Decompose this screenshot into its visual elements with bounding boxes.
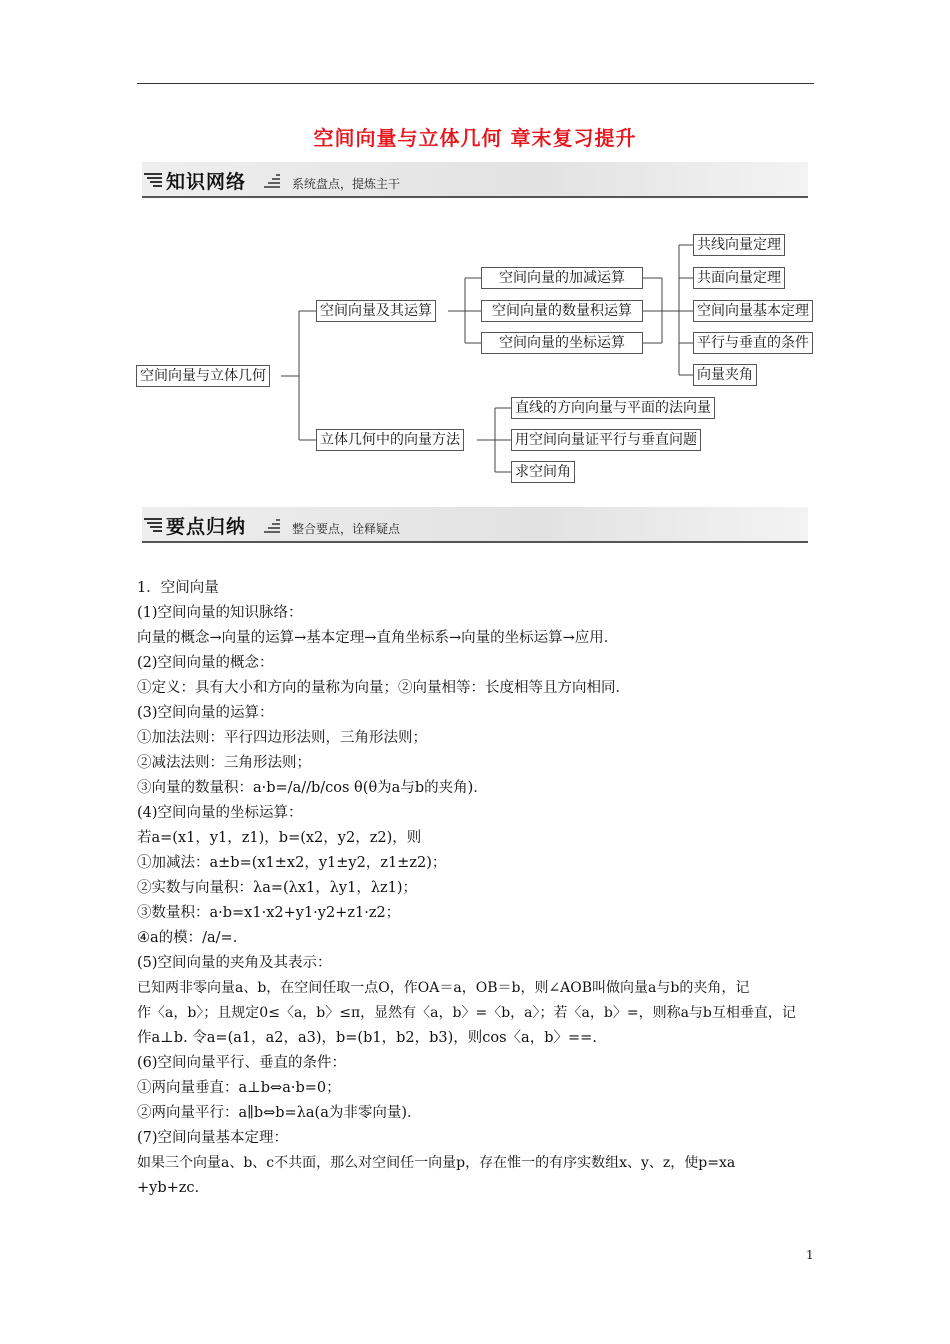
page-number: 1 <box>806 1248 814 1262</box>
mindmap-node-vector-angle: 向量夹角 <box>693 364 757 386</box>
text-line: (6)空间向量平行、垂直的条件： <box>137 1055 347 1071</box>
section-subheading: 系统盘点，提炼主干 <box>292 177 401 191</box>
text-line: 若a=(x1，y1，z1)，b=(x2，y2，z2)，则 <box>137 830 422 846</box>
text-line: 如果三个向量a、b、c不共面，那么对空间任一向量p，存在惟一的有序实数组x、y、z，使p=xa <box>137 1155 736 1171</box>
section-header-underline <box>142 196 808 198</box>
stripes-icon <box>264 519 280 533</box>
text-line: ②减法法则：三角形法则； <box>137 755 311 771</box>
mindmap-node-prove-parallel: 用空间向量证平行与垂直问题 <box>511 429 701 451</box>
text-line: ②实数与向量积：λa=(λx1，λy1，λz1)； <box>137 880 418 896</box>
text-line: (1)空间向量的知识脉络： <box>137 605 303 621</box>
text-line: (2)空间向量的概念： <box>137 655 274 671</box>
text-line: ③数量积：a·b=x1·x2+y1·y2+z1·z2； <box>137 905 401 921</box>
text-line: 1．空间向量 <box>137 580 219 596</box>
section-header-underline <box>142 541 808 543</box>
mindmap-node-vector-methods: 立体几何中的向量方法 <box>316 429 464 451</box>
text-line: 已知两非零向量a、b，在空间任取一点O，作OA＝a，OB＝b，则∠AOB叫做向量a与b的夹角，记 <box>137 980 750 996</box>
mindmap-node-space-angle: 求空间角 <box>511 461 575 483</box>
text-line: ①加减法：a±b=(x1±x2，y1±y2，z1±z2)； <box>137 855 447 871</box>
section-subheading: 整合要点，诠释疑点 <box>292 522 401 536</box>
text-line: ①加法法则：平行四边形法则，三角形法则； <box>137 730 427 746</box>
mindmap-node-coordinate-ops: 空间向量的坐标运算 <box>481 332 643 354</box>
text-line: 作a⊥b. 令a=(a1，a2，a3)，b=(b1，b2，b3)，则cos〈a，b〉==. <box>137 1030 597 1046</box>
mindmap-node-dot-product: 空间向量的数量积运算 <box>481 300 643 322</box>
section-header-key-points <box>142 507 808 549</box>
stripes-icon <box>144 172 162 188</box>
text-line: ①定义：具有大小和方向的量称为向量；②向量相等：长度相等且方向相同． <box>137 680 630 696</box>
text-line: (3)空间向量的运算： <box>137 705 274 721</box>
text-line: 向量的概念→向量的运算→基本定理→直角坐标系→向量的坐标运算→应用． <box>137 630 619 646</box>
header-rule <box>137 83 814 84</box>
text-line: (5)空间向量的夹角及其表示： <box>137 955 332 971</box>
mindmap-connectors <box>0 0 950 520</box>
text-line: (4)空间向量的坐标运算： <box>137 805 303 821</box>
text-line: ④a的模：/a/=. <box>137 930 238 946</box>
mindmap-node-coplanar-theorem: 共面向量定理 <box>693 267 785 289</box>
mindmap-node-vector-operations: 空间向量及其运算 <box>316 300 436 322</box>
document-title: 空间向量与立体几何 章末复习提升 <box>313 126 637 150</box>
section-heading: 知识网络 <box>166 171 247 193</box>
text-line: ③向量的数量积：a·b=/a//b/cos θ(θ为a与b的夹角)． <box>137 780 488 796</box>
text-line: ②两向量平行：a∥b⇔b=λa(a为非零向量)． <box>137 1105 422 1121</box>
stripes-icon <box>264 174 280 188</box>
section-heading: 要点归纳 <box>166 516 247 538</box>
mindmap-node-parallel-perpendicular: 平行与垂直的条件 <box>693 332 813 354</box>
stripes-icon <box>144 517 162 533</box>
section-header-knowledge-network <box>142 162 808 204</box>
text-line: ①两向量垂直：a⊥b⇔a·b=0； <box>137 1080 341 1096</box>
mindmap-root: 空间向量与立体几何 <box>136 365 270 387</box>
text-line: +yb+zc. <box>137 1180 200 1196</box>
mindmap-node-direction-normal: 直线的方向向量与平面的法向量 <box>511 397 715 419</box>
text-line: (7)空间向量基本定理： <box>137 1130 289 1146</box>
text-line: 作〈a，b〉；且规定0≤〈a，b〉≤π，显然有〈a，b〉=〈b，a〉；若〈a，b〉=，则称a与b互相垂直，记 <box>137 1005 796 1021</box>
mindmap-node-basic-theorem: 空间向量基本定理 <box>693 300 813 322</box>
mindmap-node-collinear-theorem: 共线向量定理 <box>693 234 785 256</box>
key-points-body <box>137 576 817 1201</box>
mindmap-node-add-sub: 空间向量的加减运算 <box>481 267 643 289</box>
